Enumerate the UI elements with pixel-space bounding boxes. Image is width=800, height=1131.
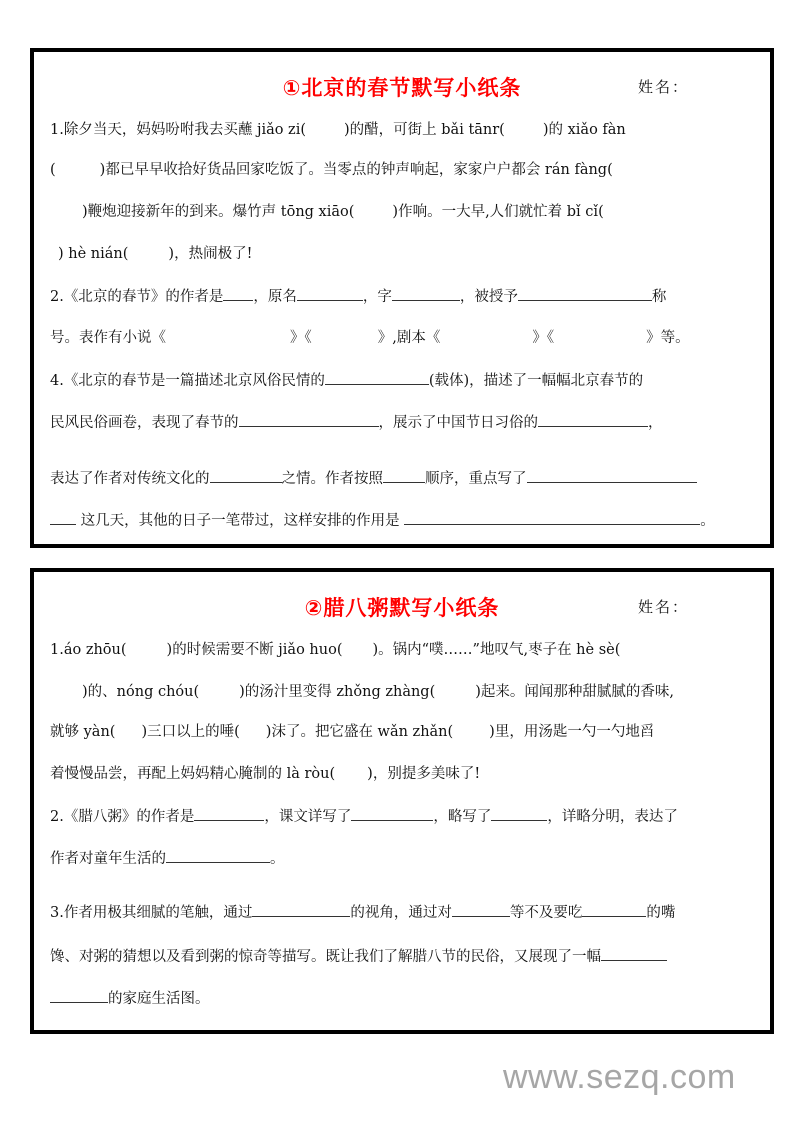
text: ，原名 — [253, 289, 297, 305]
question-line — [50, 946, 667, 967]
answer-blank[interactable] — [452, 902, 510, 917]
text: )起来。闻闻那种甜腻腻的香味, — [475, 684, 675, 700]
question-line — [82, 682, 674, 702]
answer-blank[interactable] — [50, 510, 76, 525]
question-line — [50, 468, 697, 489]
text: ，略写了 — [433, 809, 492, 825]
text: 3.作者用极其细腻的笔触，通过 — [50, 905, 253, 921]
text: )的、nóng chóu( — [82, 684, 200, 700]
card-title: ②腊八粥默写小纸条 — [304, 596, 500, 620]
text: 2.《北京的春节》的作者是 — [50, 289, 224, 305]
text: 称 — [651, 289, 667, 305]
name-label: 姓名： — [638, 78, 690, 96]
answer-blank[interactable] — [223, 286, 253, 301]
question-line — [50, 328, 690, 348]
answer-blank[interactable] — [50, 988, 108, 1003]
text: 就够 yàn( — [50, 724, 116, 740]
question-line — [50, 120, 626, 140]
text: )鞭炮迎接新年的到来。爆竹声 tōng xiāo( — [82, 204, 355, 220]
text: 之情。作者按照 — [281, 471, 383, 487]
text: )里，用汤匙一勺一勺地舀 — [489, 724, 655, 740]
question-line — [50, 640, 620, 660]
question-line — [82, 202, 604, 222]
text: 。 — [700, 513, 715, 529]
question-line — [50, 510, 715, 531]
answer-blank[interactable] — [351, 806, 433, 821]
text: )沫了。把它盛在 wǎn zhǎn( — [265, 724, 454, 740]
answer-blank[interactable] — [491, 806, 547, 821]
answer-blank[interactable] — [166, 848, 270, 863]
name-label: 姓名： — [638, 598, 690, 616]
answer-blank[interactable] — [601, 946, 667, 961]
text: )，别提多美味了! — [367, 766, 481, 782]
question-line — [50, 902, 675, 923]
text: 馋、对粥的猜想以及看到粥的惊奇等描写。既让我们了解腊八节的民俗，又展现了一幅 — [50, 949, 601, 965]
text: 等不及要吃 — [509, 905, 583, 921]
dictation-card-laba-porridge — [30, 568, 774, 1034]
text: )的时候需要不断 jiǎo huo( — [166, 642, 343, 658]
text: ) hè nián( — [58, 246, 129, 262]
text: ，展示了中国节日习俗的 — [378, 415, 538, 431]
question-line — [50, 370, 643, 391]
text: 2.《腊八粥》的作者是 — [50, 809, 195, 825]
text: ，字 — [362, 289, 392, 305]
text: )的醋，可街上 bǎi tānr( — [344, 122, 505, 138]
text: 民风民俗画卷，表现了春节的 — [50, 415, 239, 431]
answer-blank[interactable] — [527, 468, 697, 483]
question-line — [50, 806, 678, 827]
text: 1.除夕当天，妈妈吩咐我去买蘸 jiǎo zi( — [50, 122, 306, 138]
text: 》《 — [290, 330, 312, 346]
text: )。锅内“噗……”地叹气,枣子在 hè sè( — [372, 642, 621, 658]
dictation-card-beijing-spring-festival — [30, 48, 774, 548]
answer-blank[interactable] — [252, 902, 350, 917]
card-title: ①北京的春节默写小纸条 — [282, 76, 522, 100]
question-line — [50, 722, 654, 742]
answer-blank[interactable] — [383, 468, 425, 483]
answer-blank[interactable] — [297, 286, 363, 301]
text: )三口以上的唾( — [141, 724, 240, 740]
question-line — [58, 244, 252, 264]
answer-blank[interactable] — [239, 412, 379, 427]
text: ，课文详写了 — [264, 809, 352, 825]
text: 》等。 — [646, 330, 690, 346]
question-line — [50, 764, 480, 784]
text: (载体)，描述了一幅幅北京春节的 — [428, 373, 644, 389]
text: 的家庭生活图。 — [108, 991, 210, 1007]
text: 4.《北京的春节是一篇描述北京风俗民情的 — [50, 373, 325, 389]
answer-blank[interactable] — [404, 510, 700, 525]
question-line — [50, 848, 285, 869]
text: 》《 — [532, 330, 555, 346]
text: 的嘴 — [646, 905, 676, 921]
text: 作者对童年生活的 — [50, 851, 166, 867]
watermark-url: www.sezq.com — [503, 1058, 736, 1096]
answer-blank[interactable] — [538, 412, 648, 427]
question-line — [50, 988, 210, 1009]
text: 表达了作者对传统文化的 — [50, 471, 210, 487]
text: 着慢慢品尝，再配上妈妈精心腌制的 là ròu( — [50, 766, 336, 782]
text: 这几天，其他的日子一笔带过，这样安排的作用是 — [76, 513, 405, 529]
text: ，详略分明，表达了 — [547, 809, 678, 825]
answer-blank[interactable] — [194, 806, 264, 821]
text: )都已早早收拾好货品回家吃饭了。当零点的钟声响起，家家户户都会 rán fàng( — [99, 162, 613, 178]
text: ，被授予 — [459, 289, 518, 305]
answer-blank[interactable] — [210, 468, 282, 483]
text: 号。表作有小说《 — [50, 330, 166, 346]
text: )的汤汁里变得 zhǒng zhàng( — [239, 684, 436, 700]
text: 的视角，通过对 — [350, 905, 452, 921]
text: 1.áo zhōu( — [50, 642, 127, 658]
answer-blank[interactable] — [518, 286, 652, 301]
question-line — [50, 412, 663, 433]
text: 》,剧本《 — [377, 330, 441, 346]
text: )作响。一大早,人们就忙着 bǐ cǐ( — [392, 204, 604, 220]
text: )的 xiǎo fàn — [542, 122, 626, 138]
answer-blank[interactable] — [582, 902, 646, 917]
text: 顺序，重点写了 — [425, 471, 527, 487]
text: ， — [648, 415, 663, 431]
text: ( — [50, 162, 56, 178]
answer-blank[interactable] — [325, 370, 429, 385]
answer-blank[interactable] — [392, 286, 460, 301]
text: 。 — [270, 851, 285, 867]
question-line — [50, 160, 613, 180]
text: )，热闹极了! — [168, 246, 253, 262]
question-line — [50, 286, 666, 307]
